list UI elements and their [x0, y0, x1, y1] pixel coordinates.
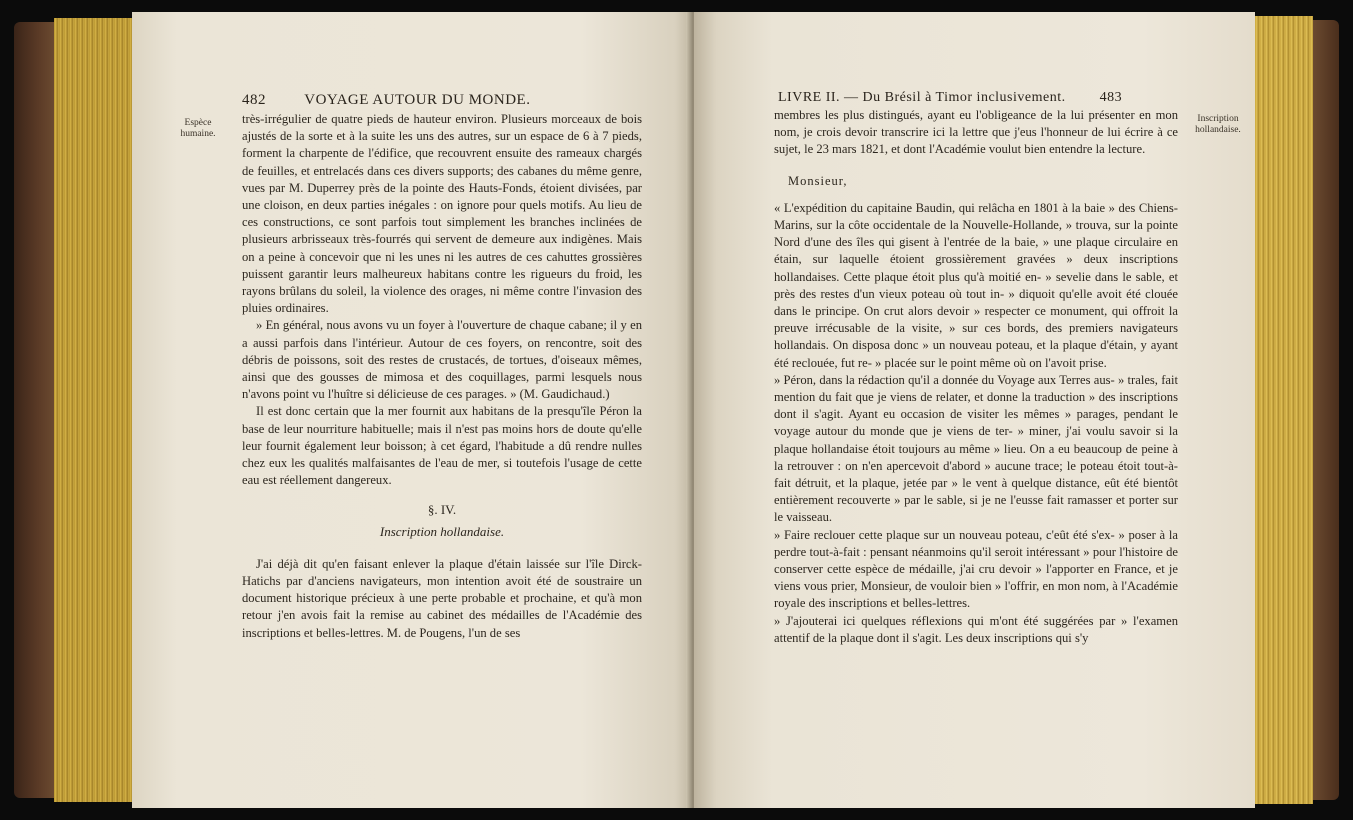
left-margin-note: Espèce humaine. — [180, 118, 216, 139]
book-cover-right — [1313, 20, 1339, 800]
left-body-text — [242, 111, 642, 642]
left-page-number: 482 — [242, 92, 266, 108]
letter-paragraph-4: » J'ajouterai ici quelques réflexions qui m'ont été suggérées par » l'examen attentif de la plaque dont il s'agit. Les deux inscriptions qui s'y — [774, 613, 1178, 645]
letter-paragraph-3: » Faire reclouer cette plaque sur un nouveau poteau, c'eût été s'ex- » poser à la perdre tout-à-fait : pensant néanmoins qu'il seroit intéressant » pour l'histoire de conserver cette espèce de médaille, j'ai cru devoir » l'apporter en France, et je viens vous prier, Monsieur, de vouloir bien » l'offrir, en mon nom, à l'Académie royale des inscriptions et belles-lettres. — [774, 527, 1178, 611]
right-page-number: 483 — [1099, 90, 1123, 105]
open-book — [14, 12, 1339, 808]
letter-paragraph-2: » Péron, dans la rédaction qu'il a donnée du Voyage aux Terres aus- » trales, fait mention du fait que je viens de relater, et donne la traduction » des inscriptions dont il s'agit. Ayant eu occasion de visiter les mêmes » parages, pendant le voyage autour du monde que je viens de ter- » miner, j'ai voulu savoir si la plaque hollandaise étoit toujours au même » lieu. On a eu beaucoup de peine à la retrouver : on n'en apercevoit d'abord » aucune trace; le poteau étoit tout-à-fait détruit, et la plaque, jetée par » le vent à quelque distance, eût été bientôt entièrement recouverte » par le sable, si je ne l'eusse fait ramasser et porter sur le vaisseau. — [774, 372, 1178, 525]
right-page — [694, 12, 1255, 808]
letter-body — [774, 200, 1178, 647]
gilt-page-edges-left — [54, 18, 132, 802]
left-running-head — [242, 92, 530, 109]
left-running-title: VOYAGE AUTOUR DU MONDE. — [304, 92, 531, 108]
left-page — [132, 12, 692, 808]
right-margin-note: Inscription hollandaise. — [1195, 114, 1241, 135]
left-paragraph-1: très-irrégulier de quatre pieds de hauteur environ. Plusieurs morceaux de bois ajustés de la sorte et à la suite les uns des autres, sur un espace de 6 à 7 pieds, forment la charpente de l'édifice, que recouvrent ensuite des rameaux chargés de feuilles, et entrelacés dans ces divers supports; des cabanes du même genre, vues par M. Duperrey près de la pointe des Hauts-Fonds, étoient divisées, par une cloison, en deux parties inégales : on ignore pour quels motifs. Au lieu de ces constructions, ce sont parfois tout simplement les branches inclinées de plusieurs arbrisseaux très-fourrés qui servent de demeure aux indigènes. Mais on a peine à concevoir que ni les unes ni les autres de ces cahuttes grossières puissent garantir leurs malheureux habitans contre les rigueurs du froid, les rayons brûlans du soleil, la violence des orages, ni même contre l'invasion des pluies ordinaires. — [242, 112, 642, 316]
section-paragraph: J'ai déjà dit qu'en faisant enlever la plaque d'étain laissée sur l'île Dirck-Hatichs par d'anciens navigateurs, mon intention avoit été de soustraire un document historique précieux à une perte probable et prochaine, et qu'à mon retour j'en avois fait la remise au cabinet des médailles de l'Académie des inscriptions et belles-lettres. M. de Pougens, l'un de ses — [242, 556, 642, 640]
letter-paragraph-1: « L'expédition du capitaine Baudin, qui relâcha en 1801 à la baie » des Chiens-Marins, sur la côte occidentale de la Nouvelle-Hollande, » trouva, sur la pointe Nord d'une des îles qui gisent à l'entrée de la baie, » une plaque circulaire en étain, sur laquelle étoient grossièrement gravées » deux inscriptions hollandaises. Cette plaque étoit plus qu'à moitié en- » sevelie dans le sable, et près des restes d'un vieux poteau où tout in- » diquoit qu'elle avoit été clouée dans le principe. On crut alors devoir » respecter ce monument, qui offroit la preuve irrécusable de la visite, » sur ces bords, des premiers navigateurs hollandais. On disposa donc » un nouveau poteau, et la plaque d'étain, y ayant été reclouée, fut re- » placée sur le point même où on l'avoit prise. — [774, 200, 1178, 370]
letter-salutation: Monsieur, — [788, 173, 848, 188]
right-running-title: LIVRE II. — Du Brésil à Timor inclusivement. — [778, 90, 1066, 105]
left-paragraph-3: Il est donc certain que la mer fournit aux habitans de la presqu'île Péron la base de leur nourriture habituelle; mais il n'est pas moins hors de doute qu'elle leur fournit également leur boisson; à cet égard, l'habitude a dû rendre nulles chez eux les qualités malfaisantes de l'eau de mer, si toutefois l'usage de cette eau est réellement dangereux. — [242, 404, 642, 488]
right-body-text — [774, 107, 1178, 647]
book-cover-left — [14, 22, 54, 798]
section-number: §. IV. — [427, 502, 457, 518]
gilt-page-edges-right — [1255, 16, 1313, 804]
right-running-head — [778, 90, 1122, 106]
left-paragraph-2: » En général, nous avons vu un foyer à l'ouverture de chaque cabane; il y en a aussi parfois dans l'intérieur. Autour de ces foyers, on rencontre, soit des débris de poissons, soit des restes de crustacés, de tortues, d'oiseaux mêmes, ainsi que des gousses de mimosa et des coquillages, parmi lesquels nous n'avons point vu l'huître si délicieuse de ces parages. » (M. Gaudichaud.) — [242, 318, 642, 402]
right-intro-paragraph: membres les plus distingués, ayant eu l'obligeance de la lui présenter en mon nom, je crois devoir transcrire ici la lettre que j'eus l'honneur de lui écrire à ce sujet, le 23 mars 1821, et dont l'Académie voulut bien entendre la lecture. — [774, 108, 1178, 157]
section-title: Inscription hollandaise. — [379, 523, 505, 539]
